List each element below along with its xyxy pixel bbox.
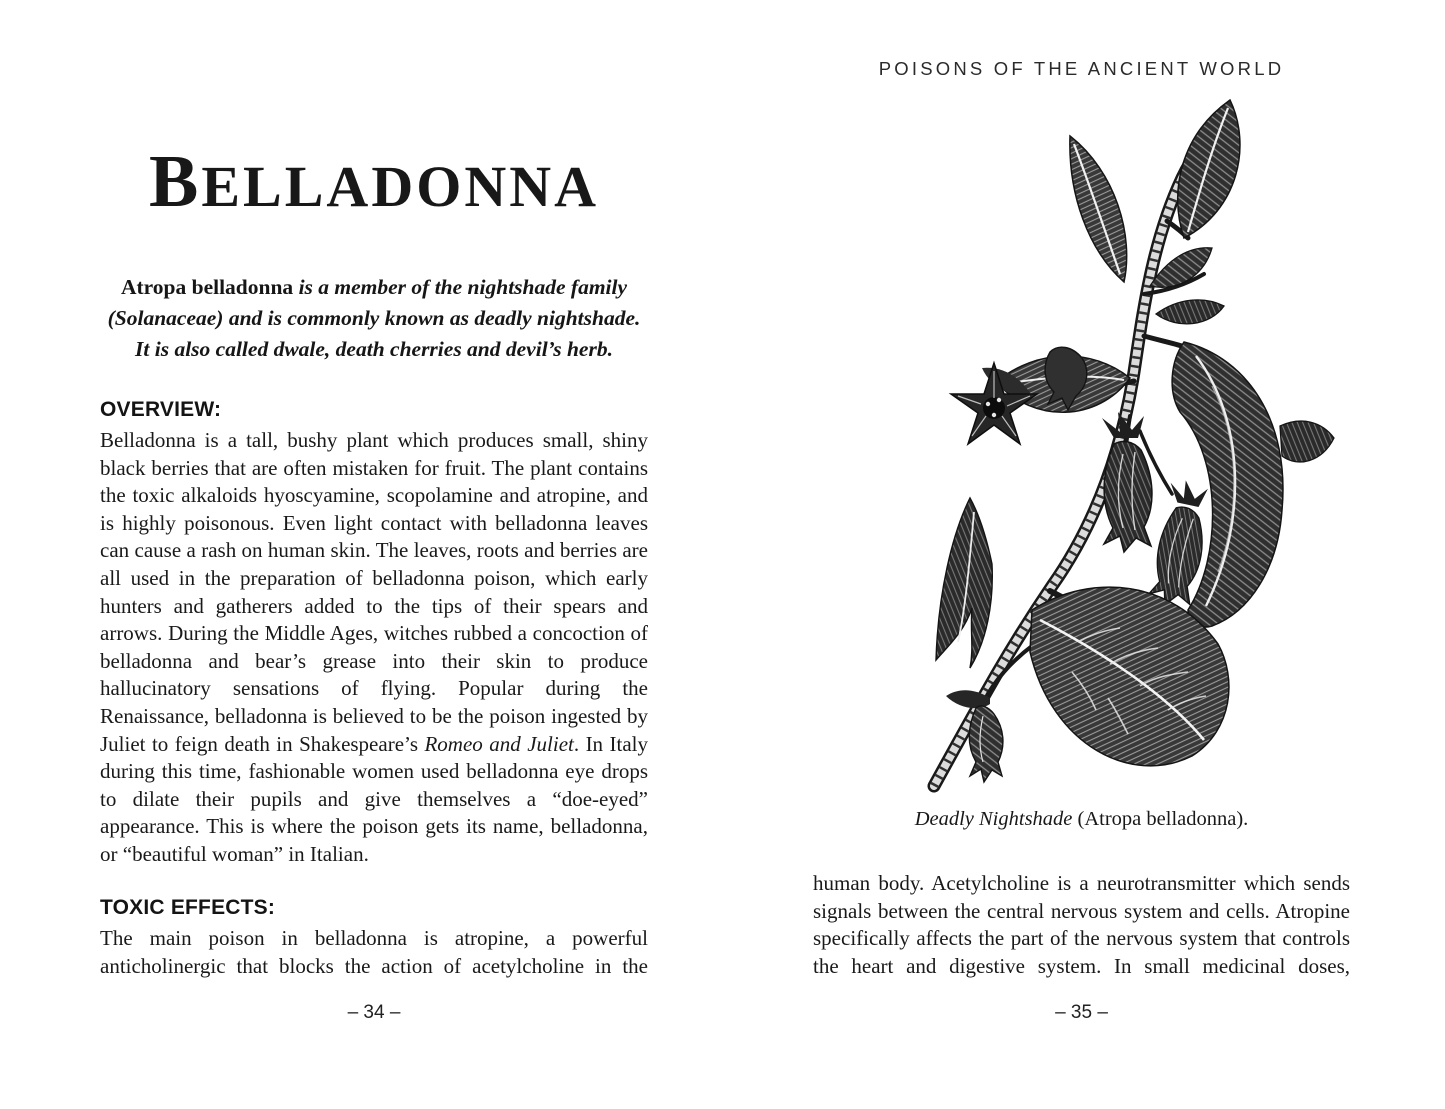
overview-text-italic-title: Romeo and Juliet	[424, 731, 574, 756]
overview-text-after: . In Italy during this time, fashionable women used belladonna eye drops to dilate their pupils and give themselves a “doe-eyed” appearance. This is where the poison gets its name, belladonna, or “beautiful woman” in Italian.	[100, 731, 648, 866]
running-header: POISONS OF THE ANCIENT WORLD	[878, 58, 1285, 79]
left-page	[100, 0, 648, 1109]
leaf-top-left	[1070, 136, 1127, 282]
overview-heading: OVERVIEW:	[100, 398, 222, 421]
right-page-number: – 35 –	[1055, 1002, 1108, 1023]
bell-flower	[1102, 412, 1152, 552]
overview-text-before: Belladonna is a tall, bushy plant which produces small, shiny black berries that are often mistaken for fruit. The plant contains the toxic alkaloids hyoscyamine, scopolamine and atropine, and is highly poisonous. Even light contact with belladonna leaves can cause a rash on human skin. The leaves, roots and berries are all used in the preparation of belladonna poison, which early hunters and gatherers added to the tips of their spears and arrows. During the Middle Ages, witches rubbed a concoction of belladonna and bear’s grease into their skin to produce hallucinatory sensations of flying. Popular during the Renaissance, belladonna is believed to be the poison ingested by Juliet to feign death in Shakespeare’s	[100, 428, 648, 756]
caption-common-name: Deadly Nightshade	[914, 808, 1073, 830]
intro-species-name: Atropa belladonna	[120, 275, 294, 299]
overview-paragraph	[100, 427, 648, 869]
chapter-title: BELLADONNA	[149, 141, 599, 223]
caption-latin-name: (Atropa belladonna).	[1072, 808, 1249, 830]
leaf-narrow-left	[936, 498, 992, 668]
belladonna-plant-illustration	[882, 86, 1338, 800]
illustration-caption	[813, 808, 1350, 831]
open-flower-cluster	[951, 347, 1087, 444]
leaf-top-right	[1178, 100, 1240, 238]
toxic-effects-heading: TOXIC EFFECTS:	[100, 896, 276, 919]
chapter-intro	[100, 272, 648, 365]
intro-description: is a member of the nightshade family (Solanaceae) and is commonly known as deadly nightshade. It is also called dwale, death cherries and devil’s herb.	[107, 275, 641, 361]
left-page-number: – 34 –	[347, 1002, 401, 1023]
right-page-paragraph: human body. Acetylcholine is a neurotransmitter which sends signals between the central nervous system and cells. Atropine specifically affects the part of the nervous system that controls the heart and digestive system. In small medicinal doses,	[813, 871, 1350, 978]
toxic-effects-paragraph: The main poison in belladonna is atropine, a powerful anticholinergic that blocks the action of acetylcholine in the	[100, 926, 648, 978]
